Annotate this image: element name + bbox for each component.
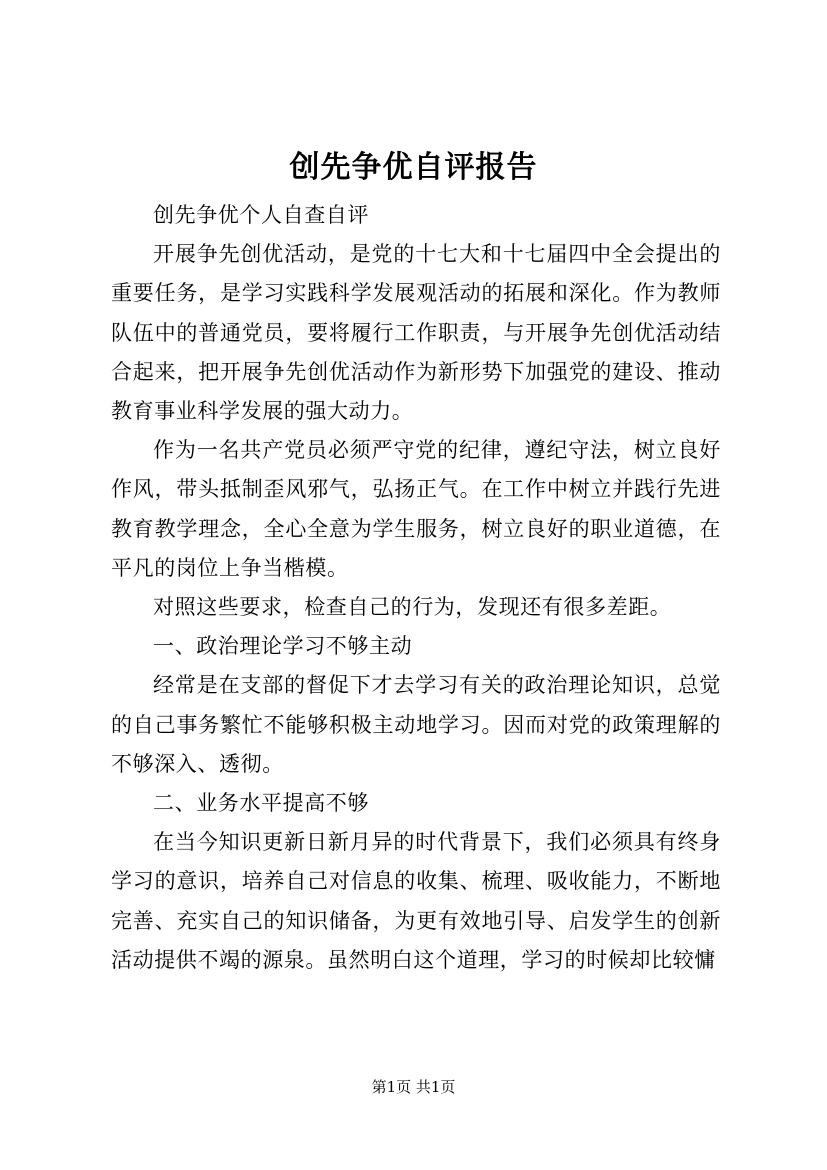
section-heading-1: 一、政治理论学习不够主动 [153, 634, 413, 659]
paragraph-section-2: 在当今知识更新日新月异的时代背景下，我们必须具有终身学习的意识，培养自己对信息的收集、梳理、吸收能力，不断地完善、充实自己的知识储备，为更有效地引导、启发学生的创新活动提供不竭的源泉。虽然明白这个道理，学习的时候却比较慵 [111, 830, 721, 972]
paragraph-section-1: 经常是在支部的督促下才去学习有关的政治理论知识，总觉的自己事务繁忙不能够积极主动地学习。因而对党的政策理解的不够深入、透彻。 [111, 673, 721, 776]
paragraph-gap: 对照这些要求，检查自己的行为，发现还有很多差距。 [153, 595, 672, 620]
paragraph-requirements: 作为一名共产党员必须严守党的纪律，遵纪守法，树立良好作风，带头抵制歪风邪气，弘扬正气。在工作中树立并践行先进教育教学理念，全心全意为学生服务，树立良好的职业道德，在平凡的岗位上争当楷模。 [111, 438, 721, 580]
document-title: 创先争优自评报告 [289, 150, 538, 185]
paragraph-subtitle: 创先争优个人自查自评 [153, 203, 369, 227]
document-body [111, 196, 721, 980]
paragraph-intro: 开展争先创优活动，是党的十七大和十七届四中全会提出的重要任务，是学习实践科学发展观活动的拓展和深化。作为教师队伍中的普通党员，要将履行工作职责，与开展争先创优活动结合起来，把开展争先创优活动作为新形势下加强党的建设、推动教育事业科学发展的强大动力。 [111, 242, 721, 424]
section-heading-2: 二、业务水平提高不够 [153, 791, 369, 816]
page-footer: 第1页 共1页 [371, 1078, 456, 1096]
